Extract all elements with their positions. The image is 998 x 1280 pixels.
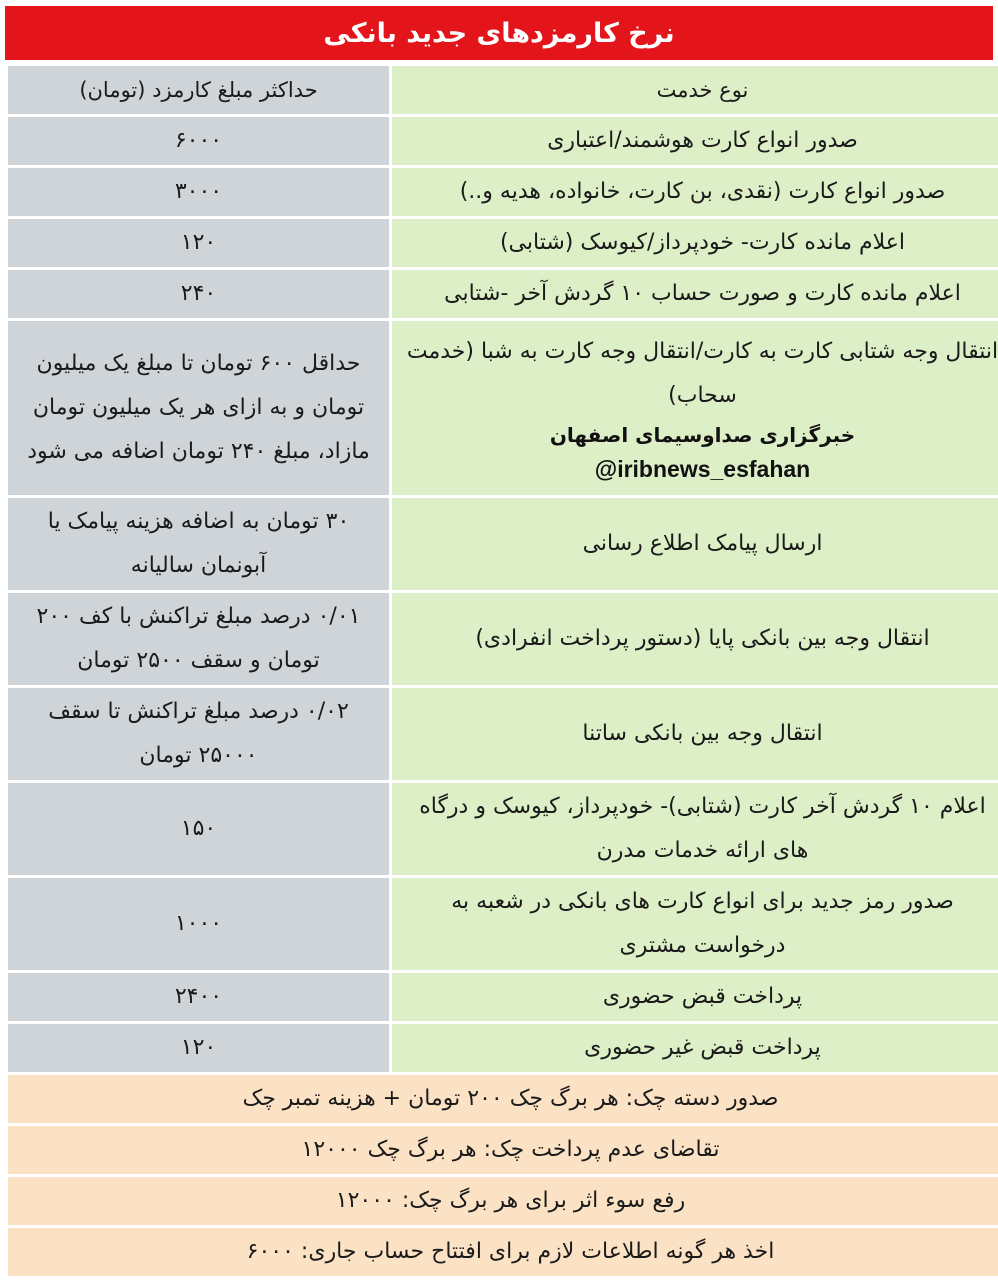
header-service: نوع خدمت (391, 65, 998, 116)
cheque-row (7, 1176, 998, 1227)
fee-table-sheet (5, 6, 998, 1279)
fee-cell: ۱۲۰ (7, 218, 391, 269)
table-row (7, 592, 998, 687)
fee-cell: حداقل ۶۰۰ تومان تا مبلغ یک میلیون تومان و به ازای هر یک میلیون تومان مازاد، مبلغ ۲۴۰ تومان اضافه می شود (7, 320, 391, 497)
cheque-row (7, 1074, 998, 1125)
table-row (7, 116, 998, 167)
service-cell: پرداخت قبض غیر حضوری (391, 1023, 998, 1074)
table-row (7, 167, 998, 218)
table-row (7, 877, 998, 972)
fee-cell: ۱۵۰ (7, 782, 391, 877)
table-row (7, 972, 998, 1023)
cheque-cell: تقاضای عدم پرداخت چک: هر برگ چک ۱۲۰۰۰ (7, 1125, 998, 1176)
table-header-row (7, 65, 998, 116)
service-cell: صدور رمز جدید برای انواع کارت های بانکی در شعبه به درخواست مشتری (391, 877, 998, 972)
watermark-agency: خبرگزاری صداوسیمای اصفهان (549, 423, 856, 447)
service-cell: اعلام ۱۰ گردش آخر کارت (شتابی)- خودپرداز، کیوسک و درگاه های ارائه خدمات مدرن (391, 782, 998, 877)
fee-cell: ۳۰ تومان به اضافه هزینه پیامک یا آبونمان سالیانه (7, 497, 391, 592)
table-row (7, 269, 998, 320)
table-row (7, 320, 998, 497)
service-cell: پرداخت قبض حضوری (391, 972, 998, 1023)
table-row (7, 1023, 998, 1074)
header-fee: حداکثر مبلغ کارمزد (تومان) (7, 65, 391, 116)
service-cell: صدور انواع کارت هوشمند/اعتباری (391, 116, 998, 167)
fee-cell: ۲۴۰ (7, 269, 391, 320)
cheque-cell: صدور دسته چک: هر برگ چک ۲۰۰ تومان + هزینه تمبر چک (7, 1074, 998, 1125)
fee-cell: ۱۰۰۰ (7, 877, 391, 972)
table-row (7, 687, 998, 782)
fee-cell: ۶۰۰۰ (7, 116, 391, 167)
cheque-row (7, 1227, 998, 1278)
fee-cell: ۰/۰۲ درصد مبلغ تراکنش تا سقف ۲۵۰۰۰ تومان (7, 687, 391, 782)
table-row (7, 782, 998, 877)
fee-cell: ۲۴۰۰ (7, 972, 391, 1023)
fee-cell: ۰/۰۱ درصد مبلغ تراکنش با کف ۲۰۰ تومان و سقف ۲۵۰۰ تومان (7, 592, 391, 687)
service-text: انتقال وجه شتابی کارت به کارت/انتقال وجه کارت به شبا (خدمت سحاب) (406, 339, 998, 408)
watermark-handle: @iribnews_esfahan (594, 456, 811, 482)
service-cell: اعلام مانده کارت- خودپرداز/کیوسک (شتابی) (391, 218, 998, 269)
cheque-row (7, 1125, 998, 1176)
service-cell: اعلام مانده کارت و صورت حساب ۱۰ گردش آخر -شتابی (391, 269, 998, 320)
service-cell: انتقال وجه بین بانکی ساتنا (391, 687, 998, 782)
fee-cell: ۱۲۰ (7, 1023, 391, 1074)
table-row (7, 497, 998, 592)
fee-table (5, 63, 998, 1279)
service-cell: صدور انواع کارت (نقدی، بن کارت، خانواده، هدیه و..) (391, 167, 998, 218)
service-cell: ارسال پیامک اطلاع رسانی (391, 497, 998, 592)
service-cell: انتقال وجه بین بانکی پایا (دستور پرداخت انفرادی) (391, 592, 998, 687)
cheque-cell: رفع سوء اثر برای هر برگ چک: ۱۲۰۰۰ (7, 1176, 998, 1227)
service-cell (391, 320, 998, 497)
page-title: نرخ کارمزدهای جدید بانکی (5, 6, 993, 63)
cheque-cell: اخذ هر گونه اطلاعات لازم برای افتتاح حساب جاری: ۶۰۰۰ (7, 1227, 998, 1278)
table-row (7, 218, 998, 269)
fee-cell: ۳۰۰۰ (7, 167, 391, 218)
